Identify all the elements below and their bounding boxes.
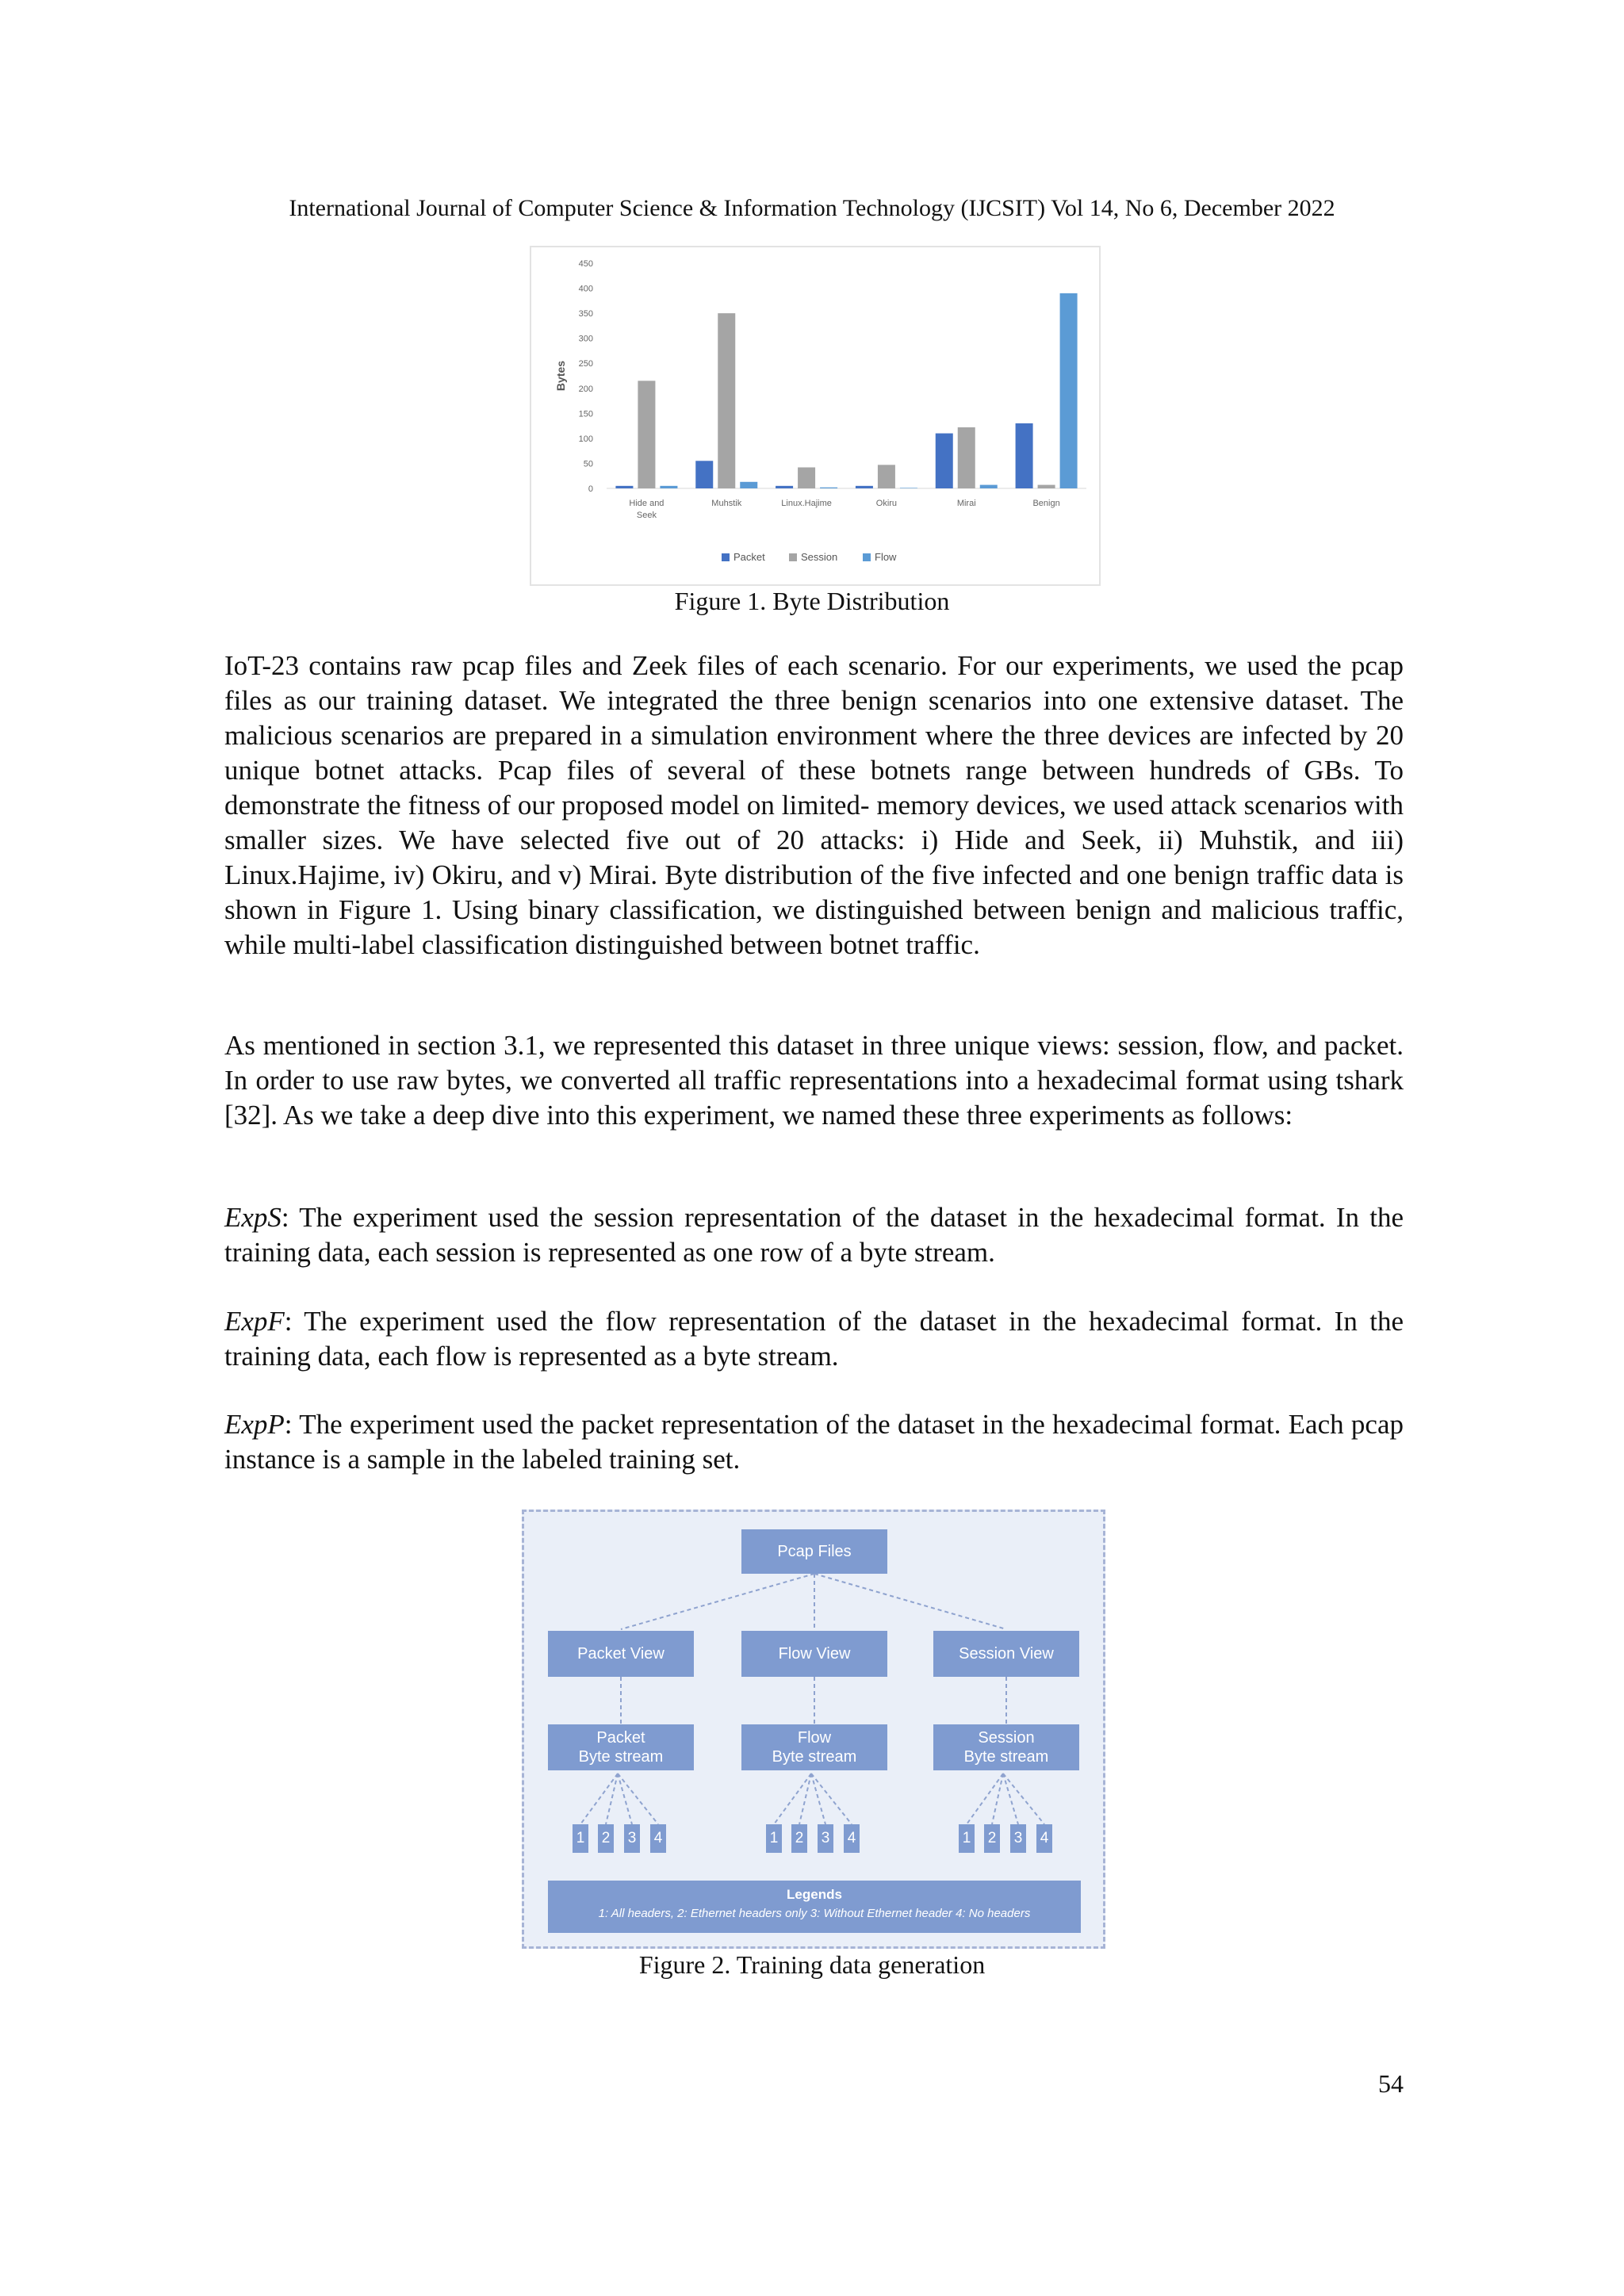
connector-line	[1003, 1774, 1044, 1824]
connector-line	[811, 1774, 852, 1824]
node-line: Packet	[596, 1729, 645, 1747]
paragraph-dataset	[224, 649, 1404, 962]
connector-line	[621, 1574, 814, 1629]
session-byte-stream-node	[933, 1724, 1079, 1770]
paragraph-text: IoT-23 contains raw pcap files and Zeek files of each scenario. For our experiments, we used the pcap files as our training dataset. We integrated the three benign scenarios into one extensive dataset. The malicious scenarios are prepared in a simulation environment where the three devices are infected by 20 unique botnet attacks. Pcap files of several of these botnets range between hundreds of GBs. To demonstrate the fitness of our proposed model on limited- memory devices, we used attack scenarios with smaller sizes. We have selected five out of 20 attacks: i) Hide and Seek, ii) Muhstik, and iii) Linux.Hajime, iv) Okiru, and v) Mirai. Byte distribution of the five infected and one benign traffic data is shown in Figure 1. Using binary classification, we distinguished between benign and malicious traffic, while multi-label classification distinguished between botnet traffic.	[224, 650, 1404, 960]
legend-title: Legends	[787, 1887, 842, 1902]
y-axis-label: Bytes	[554, 360, 567, 392]
connector-line	[618, 1774, 658, 1824]
expp-term: ExpP	[224, 1409, 285, 1440]
flow-view-node: Flow View	[741, 1631, 887, 1677]
byte-distribution-chart	[530, 246, 1101, 586]
paragraph-text: : The experiment used the session representation of the dataset in the hexadecimal format. In the training data, each session is represented as one row of a byte stream.	[224, 1202, 1404, 1268]
variant-1: 1	[959, 1824, 975, 1853]
bar-flow-mirai	[980, 485, 998, 488]
pcap-files-node: Pcap Files	[741, 1529, 887, 1574]
x-tick-label: Mirai	[956, 499, 976, 508]
diagram-legend	[548, 1881, 1081, 1933]
training-data-diagram	[522, 1510, 1105, 1949]
expf-term: ExpF	[224, 1306, 285, 1337]
node-line: Session	[978, 1729, 1035, 1747]
legend-swatch-packet	[722, 553, 730, 561]
legend-label-packet: Packet	[733, 551, 765, 563]
paragraph-text: : The experiment used the packet representation of the dataset in the hexadecimal format. Each pcap instance is a sample in the labeled training set.	[224, 1409, 1404, 1475]
exps-term: ExpS	[224, 1202, 282, 1233]
y-tick-label: 250	[578, 359, 593, 369]
paragraph-text: As mentioned in section 3.1, we represented this dataset in three unique views: session, flow, and packet. In order to use raw bytes, we converted all traffic representations into a hexadecimal format using tshark [32]. As we take a deep dive into this experiment, we named these three experiments as follows:	[224, 1030, 1404, 1131]
bar-session-okiru	[878, 465, 895, 488]
y-tick-label: 0	[588, 484, 593, 494]
variant-4: 4	[844, 1824, 860, 1853]
bar-packet-okiru	[856, 486, 873, 488]
bar-session-mirai	[958, 427, 975, 488]
x-tick-label: Hide and	[629, 499, 665, 508]
connector-line	[811, 1774, 825, 1824]
paragraph-views	[224, 1028, 1404, 1133]
journal-header: International Journal of Computer Science & Information Technology (IJCSIT) Vol 14, No 6, December 2022	[289, 195, 1335, 221]
paragraph-expp	[224, 1407, 1404, 1477]
bar-flow-benign	[1060, 293, 1078, 488]
page-number: 54	[1378, 2069, 1404, 2098]
x-tick-label: Linux.Hajime	[781, 499, 832, 508]
connector-line	[1003, 1774, 1018, 1824]
y-tick-label: 150	[578, 409, 593, 419]
x-tick-label: Benign	[1032, 499, 1060, 508]
connector-line	[814, 1574, 1006, 1629]
variant-4: 4	[650, 1824, 666, 1853]
bar-session-linux-hajime	[798, 467, 815, 488]
connector-line	[967, 1774, 1003, 1824]
node-line: Byte stream	[963, 1748, 1049, 1766]
variant-3: 3	[818, 1824, 833, 1853]
variant-2: 2	[791, 1824, 807, 1853]
bar-packet-muhstik	[695, 461, 713, 488]
legend-label-session: Session	[801, 551, 838, 563]
y-tick-label: 50	[583, 459, 593, 469]
session-view-node: Session View	[933, 1631, 1079, 1677]
variant-4: 4	[1036, 1824, 1052, 1853]
figure-1-caption: Figure 1. Byte Distribution	[674, 587, 950, 615]
legend-swatch-flow	[863, 553, 871, 561]
flow-byte-stream-node	[741, 1724, 887, 1770]
legend-text: 1: All headers, 2: Ethernet headers only 3: Without Ethernet header 4: No headers	[598, 1907, 1031, 1920]
variant-3: 3	[624, 1824, 640, 1853]
variant-2: 2	[598, 1824, 614, 1853]
bar-session-hide-and-seek	[638, 381, 655, 488]
legend-label-flow: Flow	[875, 551, 897, 563]
chart-canvas	[531, 247, 1099, 584]
variant-1: 1	[573, 1824, 588, 1853]
variant-2: 2	[984, 1824, 1000, 1853]
y-tick-label: 300	[578, 334, 593, 344]
connector-line	[618, 1774, 632, 1824]
legend-swatch-session	[789, 553, 797, 561]
node-line: Flow	[797, 1729, 832, 1747]
y-tick-label: 100	[578, 434, 593, 444]
paragraph-expf	[224, 1304, 1404, 1374]
y-tick-label: 200	[578, 384, 593, 394]
variant-1: 1	[766, 1824, 782, 1853]
bar-packet-mirai	[936, 434, 953, 488]
bar-session-muhstik	[718, 313, 735, 488]
connector-line	[774, 1774, 811, 1824]
x-tick-label: Okiru	[875, 499, 898, 508]
node-line: Byte stream	[578, 1748, 664, 1766]
connector-line	[580, 1774, 618, 1824]
x-tick-label: Seek	[636, 511, 657, 520]
bar-flow-hide-and-seek	[660, 486, 677, 488]
bar-packet-benign	[1016, 423, 1033, 488]
bar-packet-linux-hajime	[776, 486, 793, 488]
packet-view-node: Packet View	[548, 1631, 694, 1677]
variant-3: 3	[1010, 1824, 1026, 1853]
x-tick-label: Muhstik	[711, 499, 742, 508]
node-line: Byte stream	[772, 1748, 857, 1766]
figure-2-caption: Figure 2. Training data generation	[638, 1950, 986, 1979]
bar-session-benign	[1038, 485, 1055, 488]
bar-flow-muhstik	[740, 482, 757, 488]
paragraph-text: : The experiment used the flow representation of the dataset in the hexadecimal format. In the training data, each flow is represented as a byte stream.	[224, 1306, 1404, 1372]
bar-packet-hide-and-seek	[615, 486, 633, 488]
paragraph-exps	[224, 1200, 1404, 1270]
y-tick-label: 400	[578, 284, 593, 294]
y-tick-label: 450	[578, 259, 593, 269]
y-tick-label: 350	[578, 309, 593, 320]
packet-byte-stream-node	[548, 1724, 694, 1770]
